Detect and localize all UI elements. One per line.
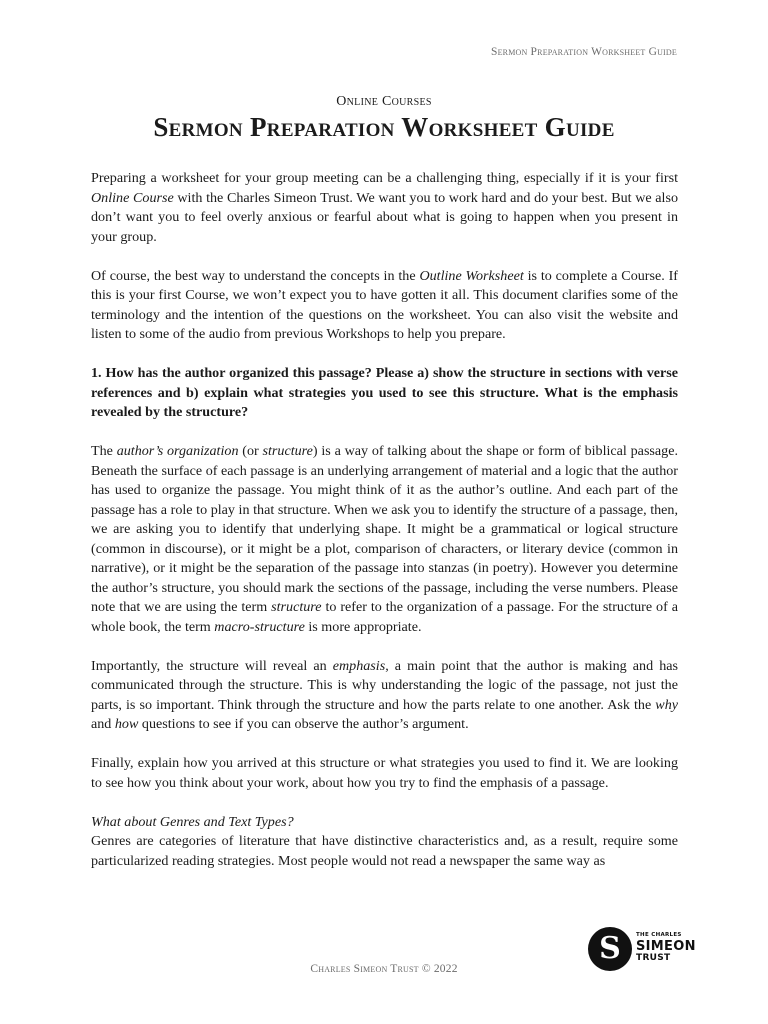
emphasis-text: emphasis [332,657,386,674]
intro-paragraph [91,169,678,247]
text-run: (or [238,443,263,459]
genres-paragraph: Genres are categories of literature that have distinctive characteristics and, as a result, require some particularized reading strategies. Most people would not read a newspaper the same way as [91,833,678,869]
text-run: with the Charles Simeon Trust. We want you to work hard and do your best. But we also don’t want you to feel overly anxious or fearful about what is going to happen when you present in your group. [91,189,678,245]
text-run: , a main point that the author is making and has communicated through the structure. This is why understanding the logic of the passage, not just the parts, is so important. Think through the structure and how the parts relate to one another. Ask the [91,657,678,713]
second-paragraph [91,267,678,345]
logo-trust: TRUST [636,952,671,963]
emphasis-text: author’s organization [116,443,239,459]
emphasis-text: structure [262,443,313,459]
text-run: and [91,716,115,732]
emphasis-text: macro-structure [214,618,305,635]
emphasis-text: why [655,696,678,713]
logo-the-charles: THE CHARLES [636,932,682,938]
emphasis-online-course: Online Course [91,189,174,206]
text-run: to refer to the organization of a passage. For the structure of a whole book, the term [91,599,678,635]
emphasis-text: how [114,716,139,732]
question-1: 1. How has the author organized this passage? Please a) show the structure in sections with verse references and b) explain what strategies you used to see this structure. What is the emphasis revealed by the structure? [91,365,678,420]
text-run: Of course, the best way to understand the concepts in the [91,267,420,284]
running-header: Sermon Preparation Worksheet Guide [491,46,677,58]
simeon-s-emblem-icon: S [588,927,632,971]
section-kicker: Online Courses [336,94,432,109]
emphasis-text: structure [271,599,322,615]
text-run: The [91,443,117,459]
emphasis-paragraph [91,657,678,735]
document-body [91,169,678,891]
text-run: ) is a way of talking about the shape or form of biblical passage. Beneath the surface of each passage is an underlying arrangement of material and a logic that the author has used to organize the passage. You might think of it as the author’s outline. And each part of the passage has a role to play in that structure. When we ask you to identify the structure of a passage, then, we are asking you to identify that underlying shape. It might be a grammatical or logical structure (common in discourse), or it might be a plot, comparison of characters, or literary device (common in narrative), or it might be the separation of the passage into stanzas (in poetry). However you determine the author’s structure, you should mark the sections of the passage, including the verse numbers. Please note that we are using the term [91,443,678,615]
structure-paragraph [91,442,678,637]
logo-simeon: SIMEON [636,938,696,954]
text-run: Preparing a worksheet for your group meeting can be a challenging thing, especially if it is your first [91,170,678,186]
strategy-paragraph: Finally, explain how you arrived at this structure or what strategies you used to find it. We are looking to see how you think about your work, about how you try to find the emphasis of a passage. [91,755,678,791]
logo-wordmark [636,933,696,963]
text-run: Importantly, the structure will reveal an [91,657,333,674]
text-run: is more appropriate. [304,618,422,635]
genres-subheading: What about Genres and Text Types? [91,813,294,830]
text-run: questions to see if you can observe the author’s argument. [138,716,469,732]
page-footer: Charles Simeon Trust © 2022 [310,963,458,975]
text-run: is to complete a Course. If this is your first Course, we won’t expect you to have gotten it all. This document clarifies some of the terminology and the intention of the questions on the worksheet. You can also visit the website and listen to some of the audio from previous Workshops to help you prepare. [91,267,678,342]
page-title: Sermon Preparation Worksheet Guide [153,112,615,142]
emphasis-outline-worksheet: Outline Worksheet [419,267,524,284]
